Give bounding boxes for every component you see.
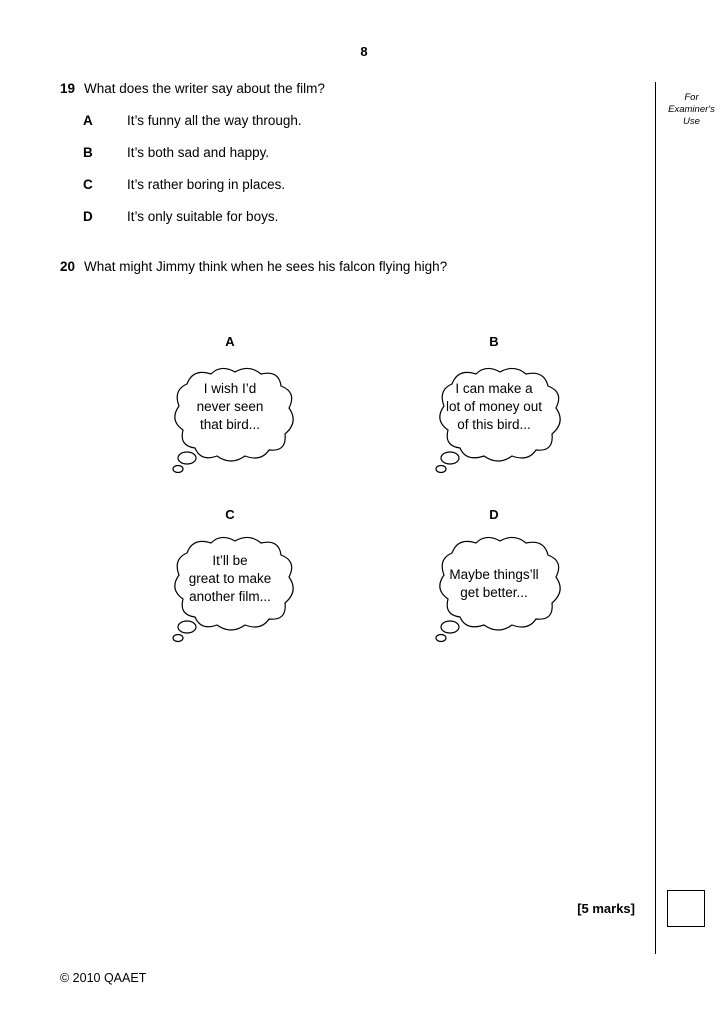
bubble-line: great to make	[188, 571, 272, 586]
bubble-line: that bird...	[199, 417, 261, 432]
bubble-text-a	[170, 380, 290, 434]
question-19	[60, 81, 325, 96]
option-letter-d[interactable]: D	[83, 209, 93, 224]
option-letter-c[interactable]: C	[83, 177, 93, 192]
bubble-label-d: D	[489, 507, 499, 522]
bubble-label-a: A	[225, 334, 235, 349]
bubble-text-b	[430, 380, 558, 434]
option-text-d[interactable]: It’s only suitable for boys.	[127, 209, 279, 224]
option-text-a[interactable]: It’s funny all the way through.	[127, 113, 302, 128]
option-text-c[interactable]: It’s rather boring in places.	[127, 177, 286, 192]
question-text: What might Jimmy think when he sees his falcon flying high?	[84, 259, 448, 274]
bubble-line: of this bird...	[457, 417, 531, 432]
bubble-line: get better...	[460, 585, 528, 600]
bubble-label-b: B	[489, 334, 499, 349]
bubble-line: never seen	[196, 399, 264, 414]
page-number: 8	[360, 44, 368, 59]
examiner-note-line: Examiner's	[668, 104, 715, 115]
bubble-line: I wish I’d	[203, 381, 257, 396]
question-20	[60, 259, 447, 274]
copyright-footer: © 2010 QAAET	[60, 971, 147, 985]
examiner-margin-line	[655, 82, 656, 954]
examiner-mark-box[interactable]	[667, 890, 705, 927]
bubble-line: another film...	[189, 589, 271, 604]
bubble-line: Maybe things’ll	[449, 567, 539, 582]
option-letter-b[interactable]: B	[83, 145, 93, 160]
examiner-note-line: For	[684, 92, 699, 103]
examiner-use-note	[655, 92, 728, 128]
option-letter-a[interactable]: A	[83, 113, 93, 128]
bubble-line: It’ll be	[212, 553, 248, 568]
bubble-line: I can make a	[455, 381, 533, 396]
marks-label: [5 marks]	[577, 901, 635, 916]
option-text-b[interactable]: It’s both sad and happy.	[127, 145, 270, 160]
bubble-text-d	[430, 566, 558, 602]
bubble-text-c	[170, 552, 290, 606]
examiner-note-line: Use	[683, 116, 700, 127]
question-text: What does the writer say about the film?	[84, 81, 325, 96]
question-number: 20	[60, 259, 76, 274]
bubble-line: lot of money out	[445, 399, 543, 414]
question-number: 19	[60, 81, 76, 96]
bubble-label-c: C	[225, 507, 235, 522]
